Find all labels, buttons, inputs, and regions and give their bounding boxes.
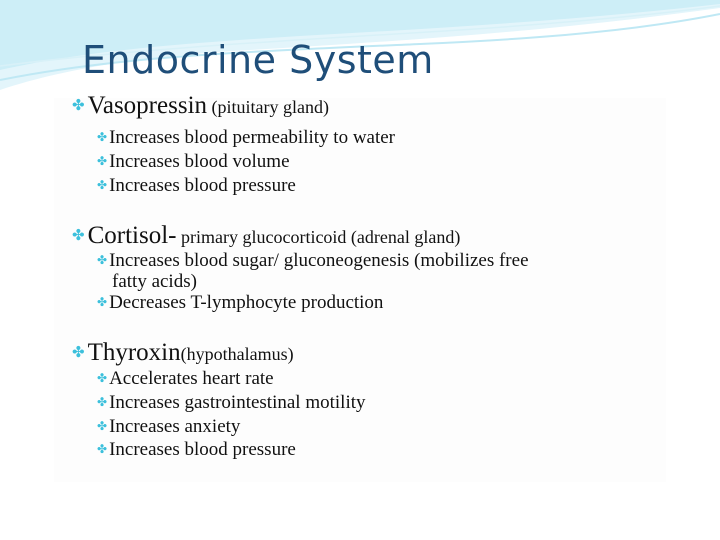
- list-item: [97, 250, 529, 291]
- bullet-icon: ✤: [97, 442, 108, 456]
- section-heading: Thyroxin: [87, 339, 181, 366]
- section-vasopressin: [72, 92, 329, 122]
- item-text: Accelerates heart rate: [109, 368, 274, 389]
- list-item: [97, 368, 274, 391]
- bullet-icon: ✤: [72, 343, 85, 361]
- bullet-icon: ✤: [97, 130, 108, 144]
- item-text: Increases blood pressure: [109, 439, 296, 460]
- list-item: [97, 392, 366, 415]
- list-item: [97, 151, 290, 174]
- list-item: [97, 292, 383, 315]
- item-text: Increases blood volume: [109, 151, 290, 172]
- bullet-icon: ✤: [97, 371, 108, 385]
- bullet-icon: ✤: [97, 419, 108, 433]
- section-cortisol: [72, 222, 460, 252]
- item-text-continued: fatty acids): [112, 271, 197, 292]
- section-note: primary glucocorticoid (adrenal gland): [180, 227, 461, 247]
- item-text: Increases blood permeability to water: [109, 127, 396, 148]
- slide-title: Endocrine System: [82, 38, 434, 82]
- list-item: [97, 127, 395, 150]
- item-text: Increases anxiety: [109, 416, 241, 437]
- list-item: [97, 175, 296, 198]
- bullet-icon: ✤: [97, 154, 108, 168]
- list-item: [97, 439, 296, 462]
- section-note: (hypothalamus): [180, 344, 294, 364]
- bullet-icon: ✤: [72, 226, 85, 244]
- list-item: [97, 416, 240, 439]
- section-thyroxin: [72, 339, 294, 369]
- item-text: Increases blood sugar/ gluconeogenesis (mobilizes free: [109, 250, 529, 271]
- bullet-icon: ✤: [97, 253, 108, 267]
- bullet-icon: ✤: [97, 395, 108, 409]
- section-note: (pituitary gland): [211, 97, 329, 117]
- section-heading: Vasopressin: [87, 92, 208, 119]
- item-text: Decreases T-lymphocyte production: [109, 292, 384, 313]
- bullet-icon: ✤: [97, 178, 108, 192]
- item-text: Increases blood pressure: [109, 175, 296, 196]
- bullet-icon: ✤: [97, 295, 108, 309]
- bullet-icon: ✤: [72, 96, 85, 114]
- item-text: Increases gastrointestinal motility: [109, 392, 366, 413]
- section-heading: Cortisol-: [87, 222, 177, 249]
